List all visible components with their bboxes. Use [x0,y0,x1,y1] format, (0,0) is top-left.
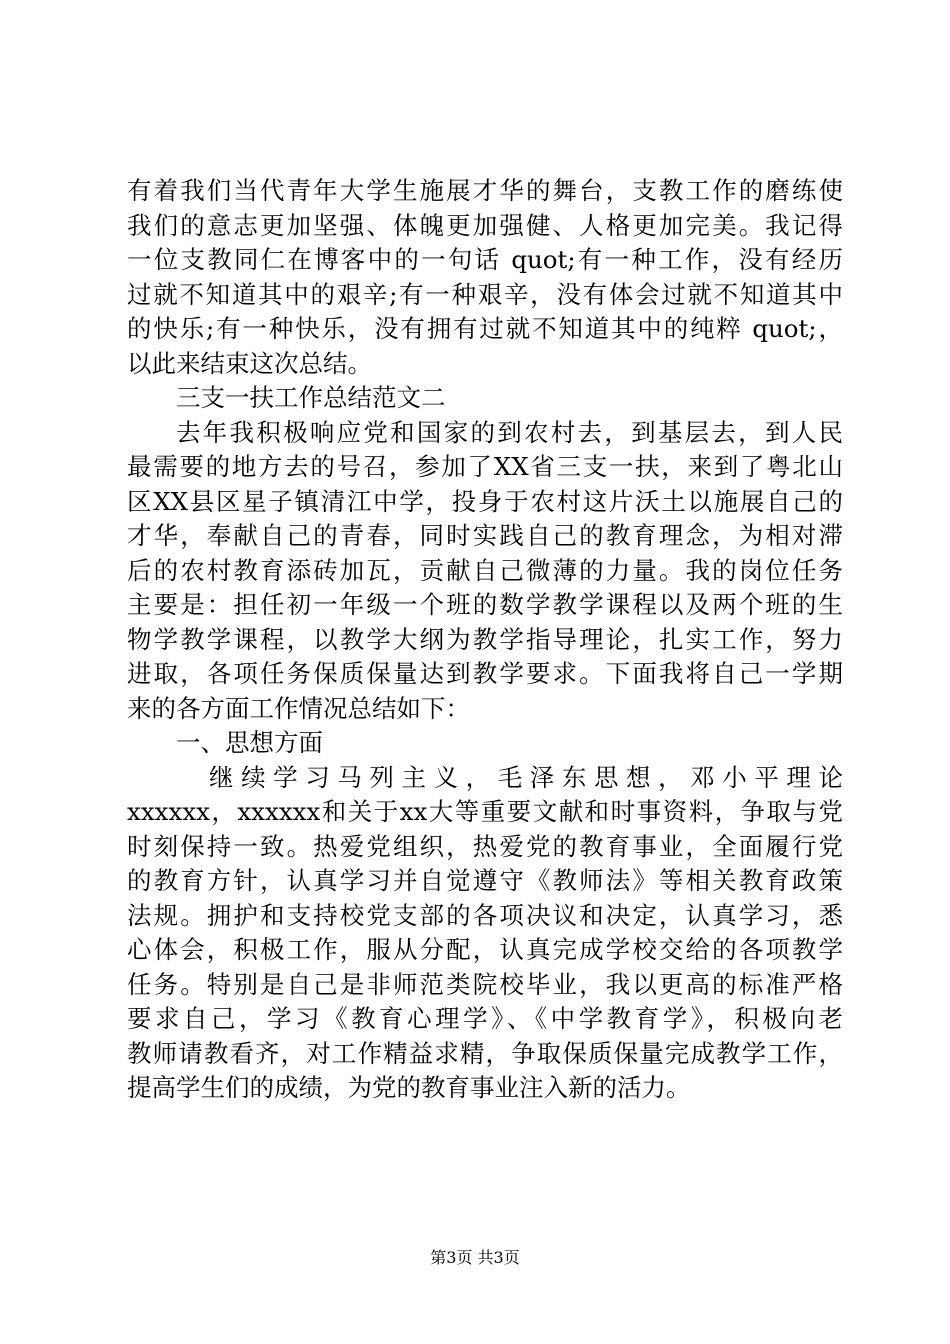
text-line: 区XX县区星子镇清江中学，投身于农村这片沃土以施展自己的 [127,486,843,516]
text-line: 要求自己，学习《教育心理学》、《中学教育学》，积极向老 [127,1004,843,1033]
page-footer: 第3页 共3页 [430,1248,520,1267]
text-line: 我们的意志更加坚强、体魄更加强健、人格更加完美。我记得 [127,210,843,240]
text-line: 物学教学课程，以教学大纲为教学指导理论，扎实工作，努力 [127,624,843,654]
text-line: 进取，各项任务保质保量达到教学要求。下面我将自己一学期 [127,659,843,688]
text-line: 一位支教同仁在博客中的一句话 quot;有一种工作，没有经历 [127,245,843,274]
text-line: 后的农村教育添砖加瓦，贡献自己微薄的力量。我的岗位任务 [127,555,843,585]
paragraph-introduction [127,416,843,727]
text-line: 提高学生们的成绩，为党的教育事业注入新的活力。 [127,1073,691,1102]
paragraph-conclusion [127,174,843,381]
section-title: 三支一扶工作总结范文二 [176,383,446,412]
text-line: 时刻保持一致。热爱党组织，热爱党的教育事业，全面履行党 [127,831,843,861]
text-line: 教师请教看齐，对工作精益求精，争取保质保量完成教学工作， [127,1038,843,1068]
text-line: 的快乐;有一种快乐，没有拥有过就不知道其中的纯粹 quot;， [127,314,843,343]
text-line: 去年我积极响应党和国家的到农村去，到基层去，到人民 [176,417,843,447]
text-line: 继续学习马列主义，毛泽东思想，邓小平理论 [209,762,843,792]
text-line: 有着我们当代青年大学生施展才华的舞台，支教工作的磨练使 [127,176,843,205]
text-line: 过就不知道其中的艰辛;有一种艰辛，没有体会过就不知道其中 [127,279,843,309]
text-line: 主要是：担任初一年级一个班的数学教学课程以及两个班的生 [127,590,843,619]
text-line: 心体会，积极工作，服从分配，认真完成学校交给的各项教学 [127,935,843,964]
text-line: xxxxxx，xxxxxx和关于xx大等重要文献和时事资料，争取与党 [127,797,843,826]
paragraph-ideology [127,761,843,1106]
text-line: 来的各方面工作情况总结如下： [127,693,470,723]
text-line: 最需要的地方去的号召，参加了XX省三支一扶，来到了粤北山 [127,452,843,481]
text-line: 才华，奉献自己的青春，同时实践自己的教育理念，为相对滞 [127,521,843,550]
text-line: 以此来结束这次总结。 [127,348,372,378]
text-line: 的教育方针，认真学习并自觉遵守《教师法》等相关教育政策 [127,866,843,895]
document-body [127,174,843,1106]
text-line: 法规。拥护和支持校党支部的各项决议和决定，认真学习，悉 [127,900,843,930]
text-line: 任务。特别是自己是非师范类院校毕业，我以更高的标准严格 [127,969,843,999]
section-heading: 一、思想方面 [176,728,323,757]
